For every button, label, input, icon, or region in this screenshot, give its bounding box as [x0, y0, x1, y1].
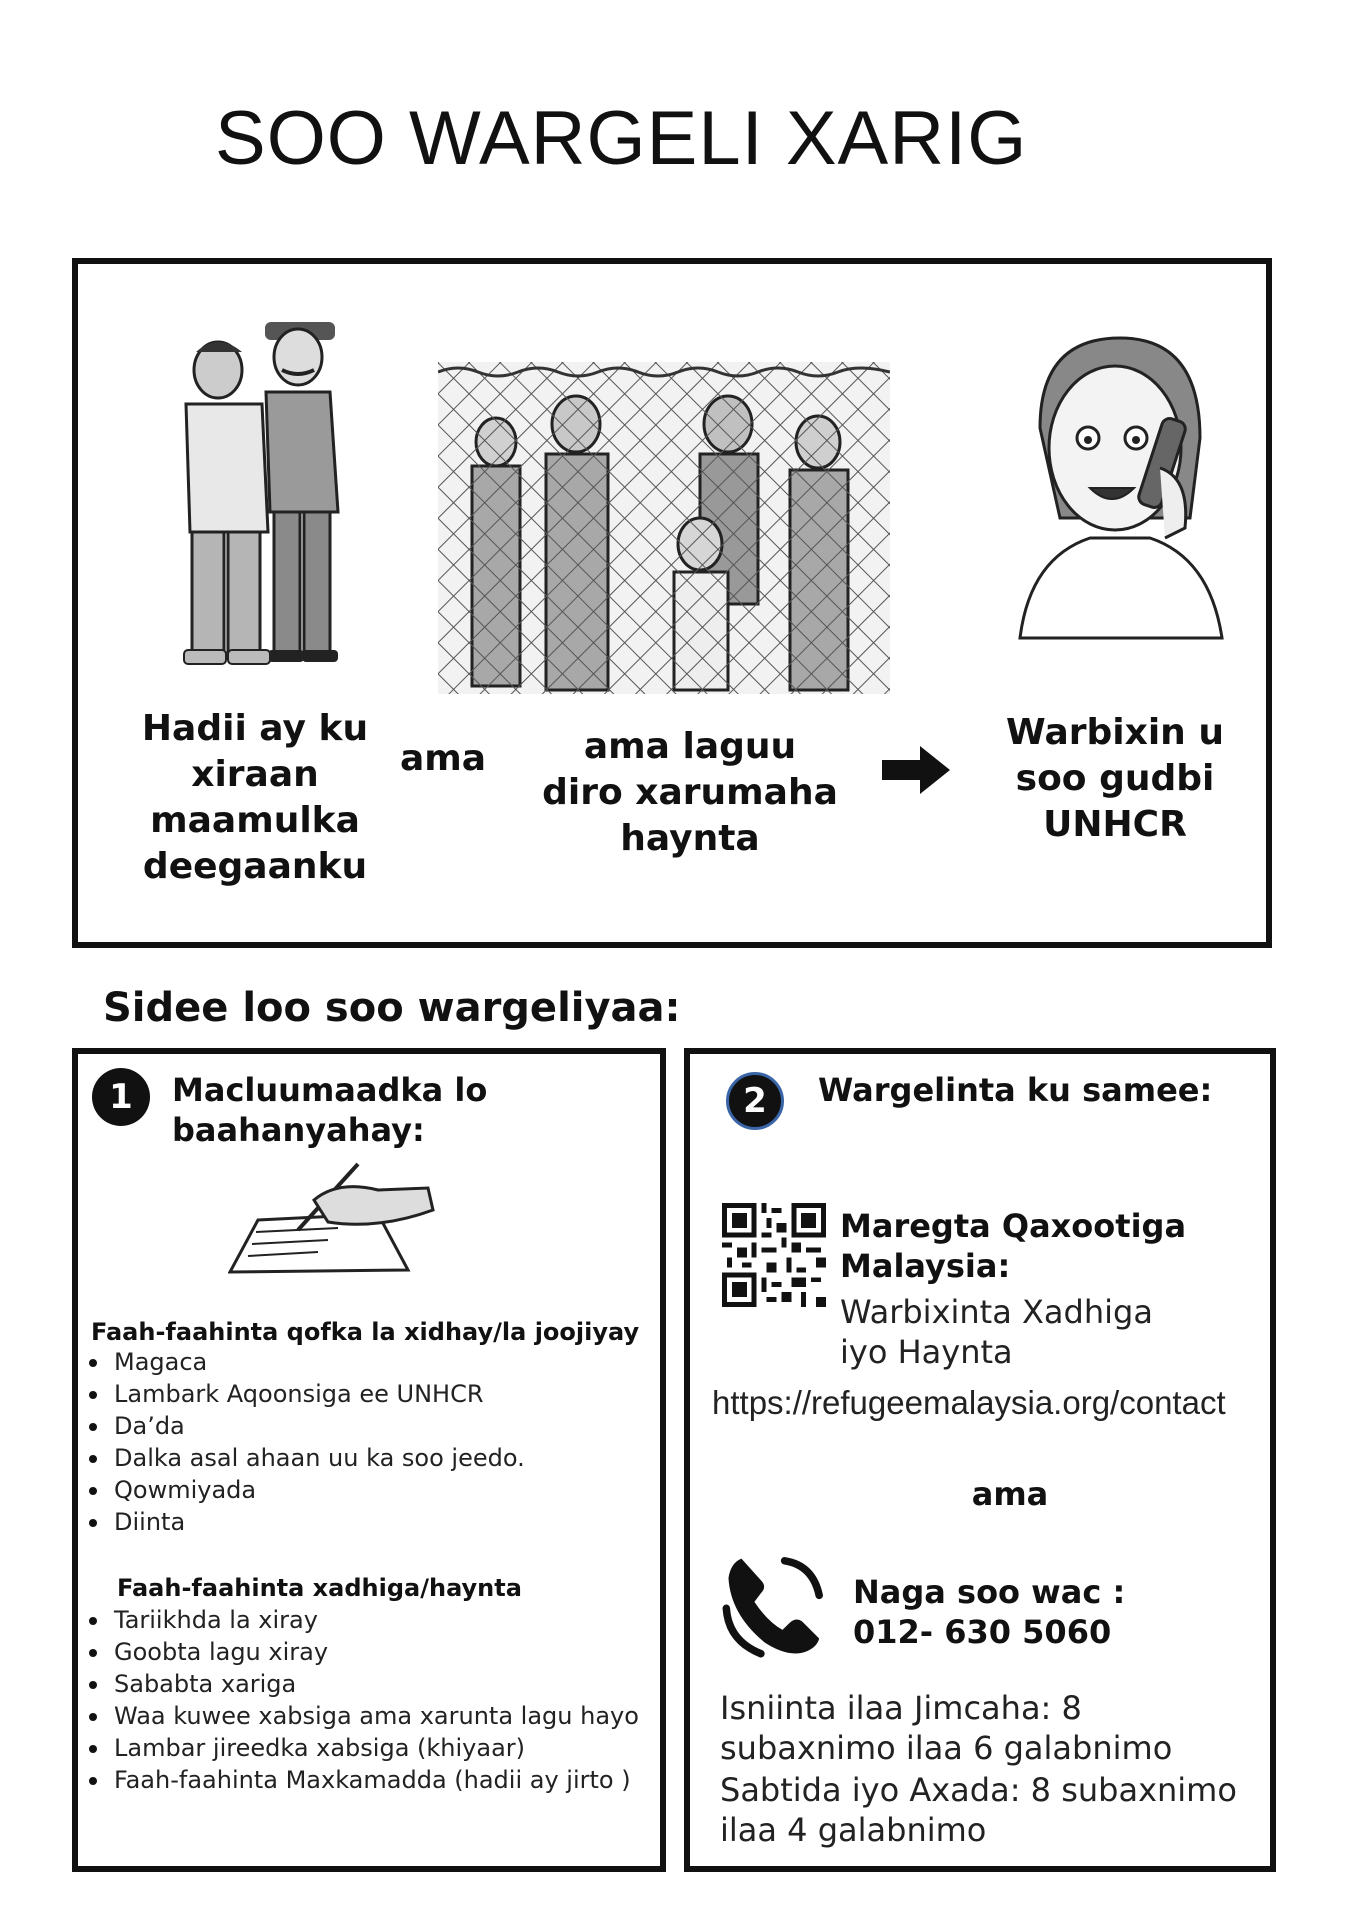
step1-title: Macluumaadka lo baahanyahay: [172, 1071, 488, 1149]
arrest-illustration [170, 312, 360, 672]
detention-details-heading: Faah-faahinta xadhiga/haynta [117, 1574, 522, 1602]
person-details-list [84, 1346, 525, 1538]
caller-illustration [1000, 328, 1230, 648]
list-item: Sababta xariga [84, 1668, 639, 1700]
form-subtitle: Warbixinta Xadhiga iyo Haynta [840, 1293, 1153, 1371]
list-item: Magaca [84, 1346, 525, 1378]
list-item: Da’da [84, 1410, 525, 1442]
caption-arrest: Hadii ay ku xiraan maamulka deegaanku [141, 708, 369, 887]
qr-code-icon[interactable] [722, 1203, 826, 1307]
list-item: Waa kuwee xabsiga ama xarunta lagu hayo [84, 1700, 639, 1732]
phone-icon [722, 1550, 830, 1658]
list-item: Dalka asal ahaan uu ka soo jeedo. [84, 1442, 525, 1474]
step2-number: 2 [726, 1072, 784, 1130]
step1-number: 1 [92, 1068, 150, 1126]
caption-or: ama [399, 738, 487, 779]
phone-number[interactable]: 012- 630 5060 [853, 1613, 1112, 1651]
arrow-right-icon [880, 742, 952, 798]
list-item: Faah-faahinta Maxkamadda (hadii ay jirto ) [84, 1764, 639, 1796]
contact-link[interactable]: https://refugeemalaysia.org/contact [712, 1384, 1226, 1421]
call-label: Naga soo wac : [853, 1573, 1126, 1611]
section-heading: Sidee loo soo wargeliyaa: [103, 985, 681, 1031]
hours-weekday: Isniinta ilaa Jimcaha: 8 subaxnimo ilaa 6 galabnimo [720, 1689, 1173, 1767]
step2-title: Wargelinta ku samee: [818, 1071, 1213, 1109]
list-item: Lambar jireedka xabsiga (khiyaar) [84, 1732, 639, 1764]
list-item: Goobta lagu xiray [84, 1636, 639, 1668]
hours-weekend: Sabtida iyo Axada: 8 subaxnimo ilaa 4 galabnimo [720, 1771, 1237, 1849]
caption-report: Warbixin u soo gudbi UNHCR [1006, 712, 1224, 845]
form-title: Maregta Qaxootiga Malaysia: [840, 1207, 1187, 1285]
person-details-heading: Faah-faahinta qofka la xidhay/la joojiyay [91, 1318, 640, 1346]
list-item: Tariikhda la xiray [84, 1604, 639, 1636]
page-title: SOO WARGELI XARIG [215, 96, 1028, 181]
detention-illustration [438, 362, 890, 694]
or-label: ama [971, 1475, 1049, 1513]
detention-details-list [84, 1604, 639, 1796]
writing-hand-icon [228, 1160, 438, 1280]
list-item: Diinta [84, 1506, 525, 1538]
list-item: Qowmiyada [84, 1474, 525, 1506]
caption-detention: ama laguu diro xarumaha haynta [542, 726, 838, 859]
list-item: Lambark Aqoonsiga ee UNHCR [84, 1378, 525, 1410]
